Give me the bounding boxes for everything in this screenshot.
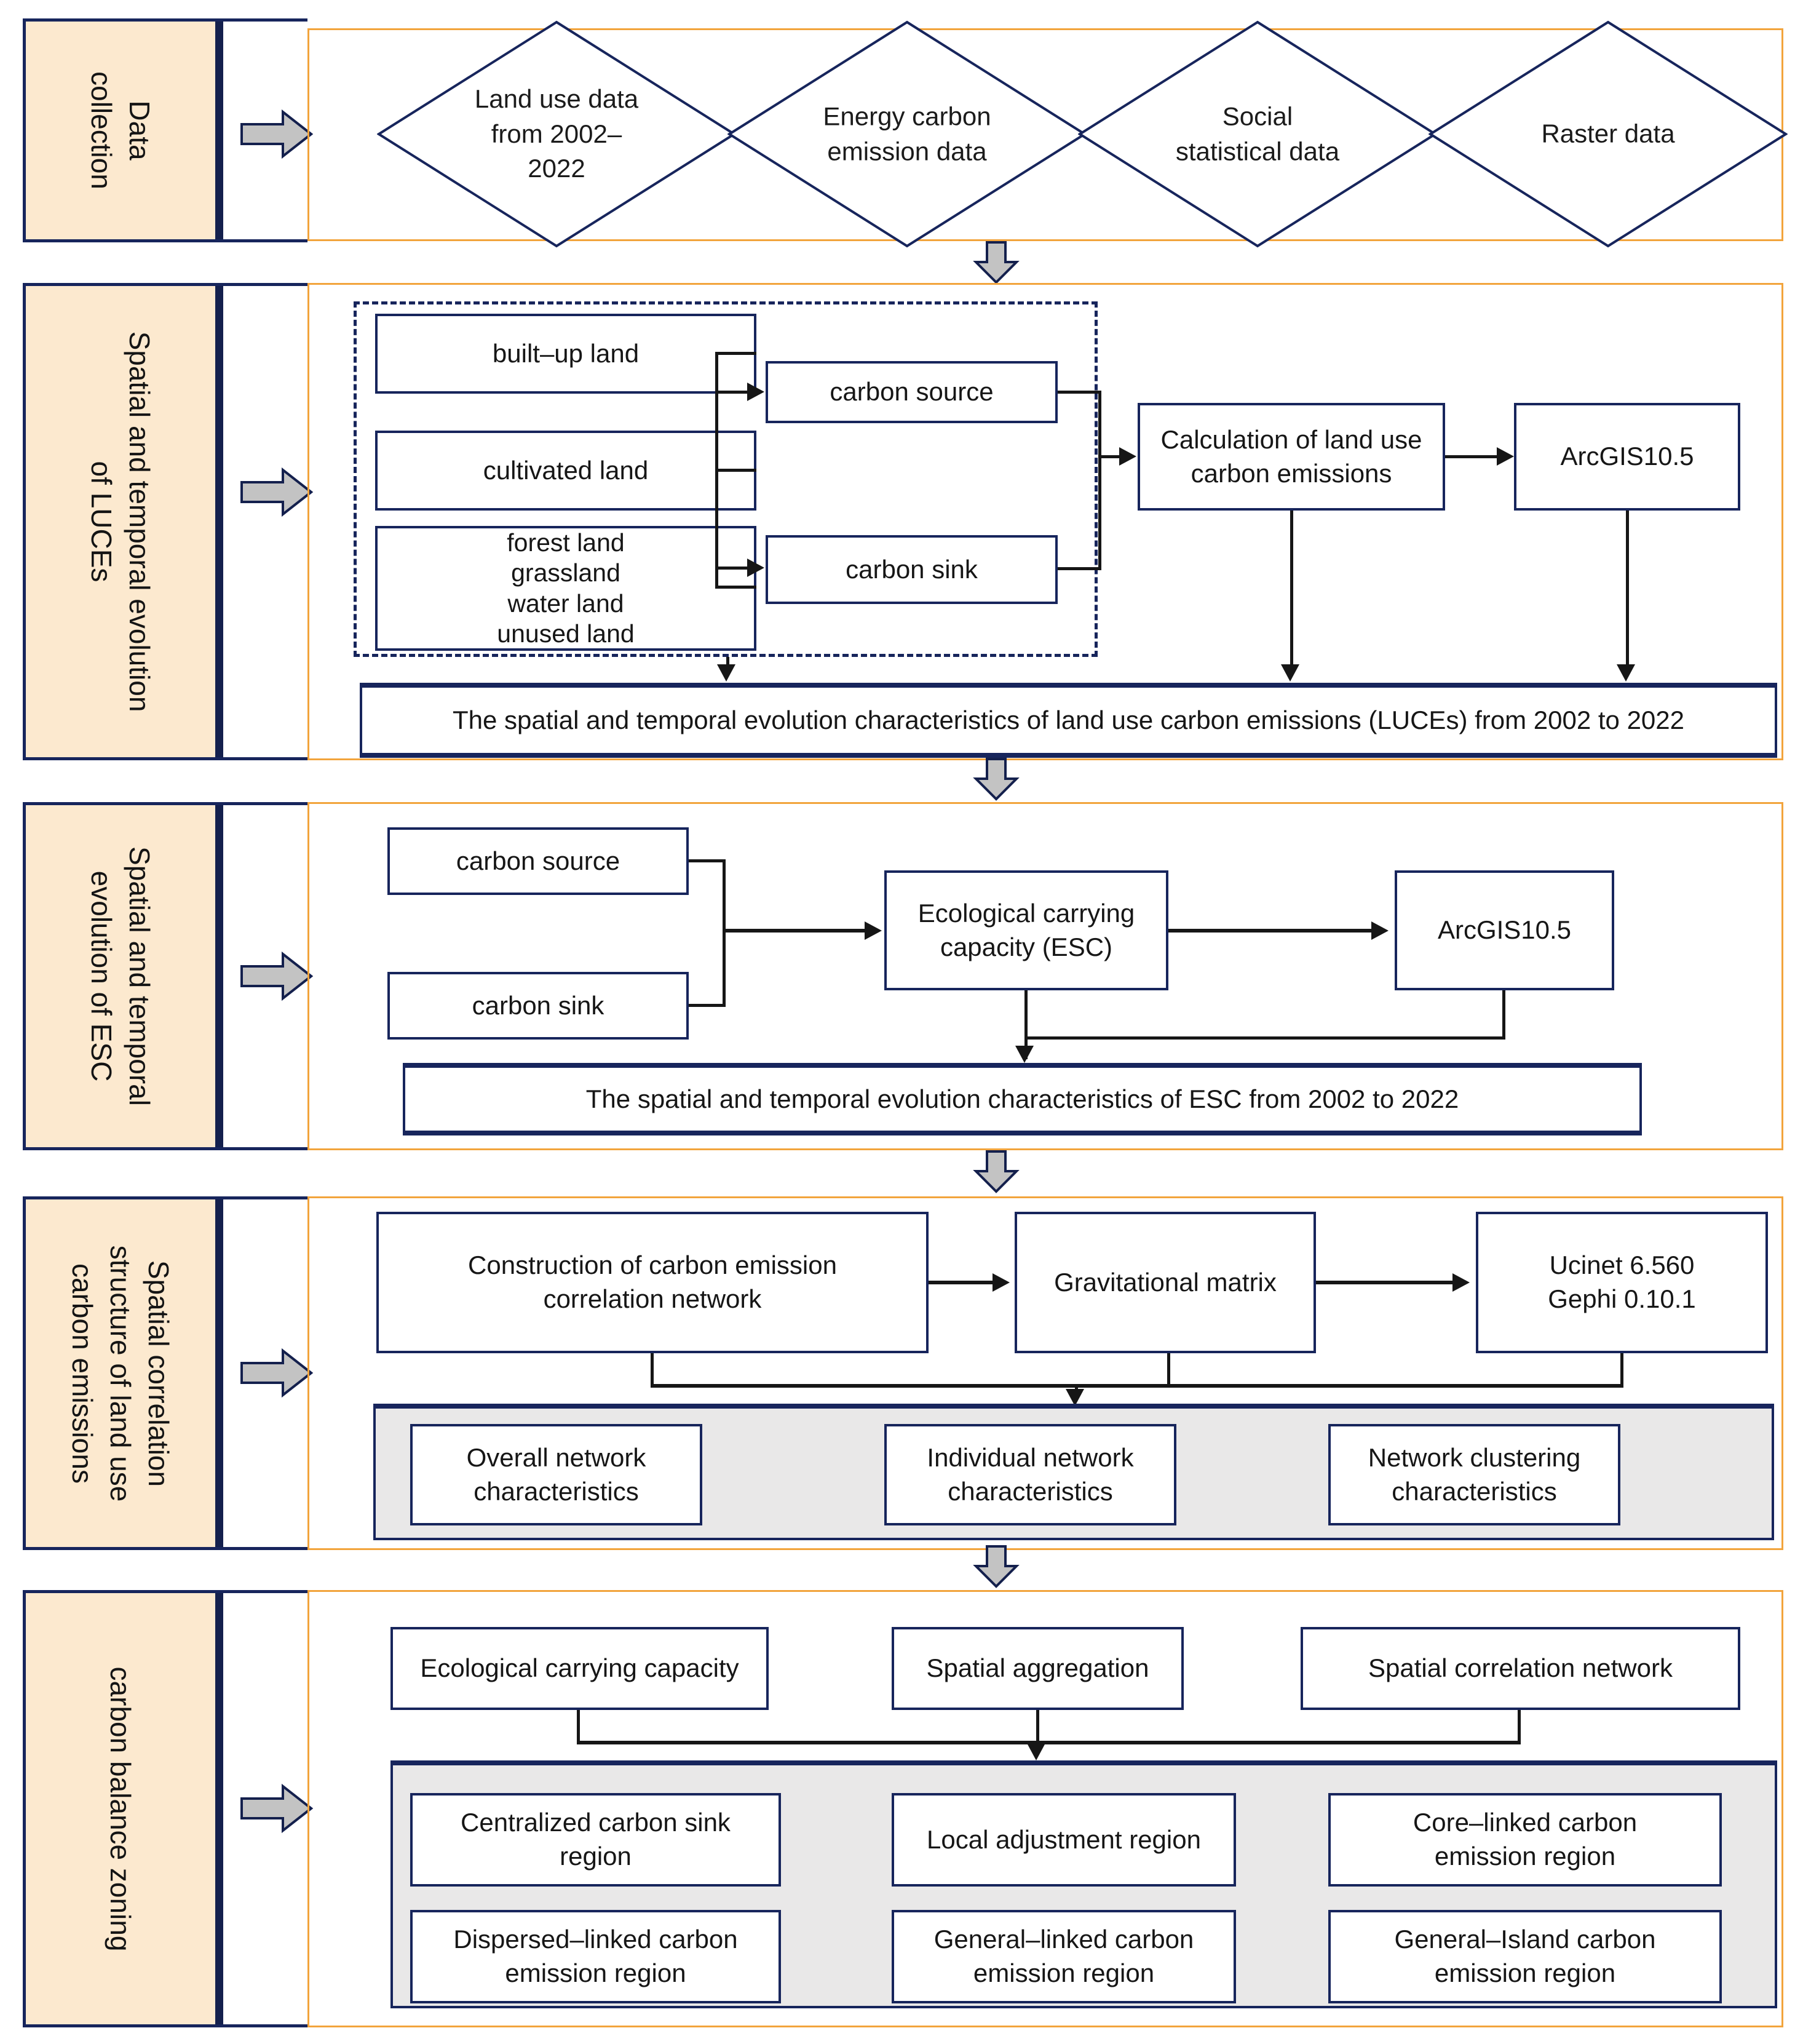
- connector: [715, 391, 750, 394]
- built-up-land-box: [375, 314, 756, 394]
- network-clustering-label: Network clustering characteristics: [1368, 1442, 1581, 1506]
- gravitational-matrix-label: Gravitational matrix: [1054, 1267, 1277, 1297]
- section5-label-line: carbon balance zoning: [105, 1666, 137, 1951]
- section3-label: [26, 805, 215, 1147]
- arrowhead: [993, 1273, 1010, 1292]
- core-linked-label: Core–linked carbon emission region: [1413, 1808, 1638, 1871]
- arrowhead: [1281, 664, 1299, 682]
- diamond-label: Raster data: [1541, 119, 1675, 148]
- arrowhead: [1015, 1046, 1034, 1063]
- arrowhead: [717, 664, 735, 682]
- carbon-sink-label: carbon sink: [472, 990, 604, 1020]
- built-up-land-label: built–up land: [492, 338, 640, 368]
- flow-arrow-down-icon: [972, 1545, 1021, 1588]
- other-land-box: [375, 526, 756, 651]
- individual-network-label: Individual network characteristics: [927, 1442, 1134, 1506]
- section1-label-line: collection: [85, 71, 117, 189]
- overall-network-box: [410, 1424, 702, 1525]
- connector: [715, 352, 718, 589]
- section3-arrow-right-icon: [240, 950, 314, 1002]
- esc-box: [884, 870, 1168, 990]
- connector: [1058, 567, 1101, 570]
- cultivated-land-label: cultivated land: [483, 455, 649, 485]
- connector: [723, 929, 866, 933]
- connector: [651, 1384, 1623, 1388]
- connector: [577, 1710, 580, 1744]
- ecological-carrying-capacity-label: Ecological carrying capacity: [420, 1653, 739, 1683]
- section5-arrow-right-icon: [240, 1783, 314, 1834]
- calculation-luce-box: [1138, 403, 1445, 511]
- flow-arrow-down-icon: [972, 758, 1021, 801]
- general-linked-box: [892, 1910, 1236, 2003]
- construction-network-box: [376, 1212, 929, 1353]
- ecological-carrying-capacity-box: [390, 1627, 769, 1710]
- section4-label-line: structure of land use: [105, 1245, 137, 1501]
- connector: [1518, 1710, 1521, 1744]
- centralized-carbon-sink-label: Centralized carbon sink region: [461, 1808, 731, 1871]
- overall-network-label: Overall network characteristics: [466, 1442, 646, 1506]
- esc-result-label: The spatial and temporal evolution characteristics of ESC from 2002 to 2022: [585, 1084, 1459, 1113]
- section4-label-line: carbon emissions: [66, 1263, 98, 1484]
- general-island-box: [1328, 1910, 1722, 2003]
- general-linked-label: General–linked carbon emission region: [933, 1925, 1194, 1987]
- connector: [1024, 1036, 1505, 1040]
- carbon-source-box-s3: [387, 827, 689, 895]
- connector: [929, 1281, 994, 1284]
- connector: [1168, 929, 1373, 933]
- water-land-label: water land: [507, 589, 624, 618]
- spatial-aggregation-label: Spatial aggregation: [926, 1653, 1149, 1683]
- section1-label: [26, 22, 215, 239]
- esc-result-box: [403, 1063, 1642, 1135]
- core-linked-box: [1328, 1793, 1722, 1887]
- connector: [1316, 1281, 1454, 1284]
- section3-label-line: Spatial and temporal: [124, 846, 156, 1106]
- section2-label: [26, 286, 215, 757]
- connector: [1167, 1353, 1170, 1387]
- carbon-sink-box-s3: [387, 972, 689, 1040]
- connector: [577, 1741, 1521, 1744]
- connector: [1445, 455, 1498, 458]
- connector: [1502, 990, 1505, 1040]
- section4-arrow-right-icon: [240, 1347, 314, 1399]
- diamond-land-use-data: [377, 20, 736, 248]
- diamond-social-statistical: [1078, 20, 1437, 248]
- dispersed-linked-box: [410, 1910, 781, 2003]
- flow-arrow-down-icon: [972, 241, 1021, 284]
- section3-divider-bar: [215, 805, 223, 1147]
- connector: [1036, 1710, 1039, 1746]
- spatial-correlation-network-label: Spatial correlation network: [1368, 1653, 1673, 1683]
- diamond-label: Energy carbon emission data: [823, 101, 991, 165]
- general-island-label: General–Island carbon emission region: [1394, 1925, 1656, 1987]
- connector: [715, 567, 750, 570]
- esc-label: Ecological carrying capacity (ESC): [917, 898, 1135, 961]
- diamond-energy-carbon: [727, 20, 1087, 248]
- individual-network-box: [884, 1424, 1176, 1525]
- arcgis-box-s3: [1395, 870, 1614, 990]
- construction-network-label: Construction of carbon emission correlation network: [468, 1251, 837, 1313]
- grassland-label: grassland: [511, 559, 620, 587]
- carbon-source-label: carbon source: [456, 846, 620, 875]
- arcgis-box-s2: [1514, 403, 1740, 511]
- connector: [1620, 1353, 1623, 1387]
- connector: [723, 859, 726, 1007]
- forest-land-label: forest land: [507, 528, 625, 557]
- cultivated-land-box: [375, 431, 756, 511]
- local-adjustment-box: [892, 1793, 1236, 1887]
- flow-arrow-down-icon: [972, 1150, 1021, 1193]
- section2-label-line: Spatial and temporal evolution: [124, 331, 156, 712]
- connector: [1098, 391, 1101, 570]
- connector: [718, 586, 756, 589]
- arcgis-label: ArcGIS10.5: [1437, 915, 1572, 945]
- arrowhead: [747, 383, 764, 401]
- luce-result-label: The spatial and temporal evolution characteristics of land use carbon emissions (LUCEs) from 2002 to 2022: [452, 705, 1685, 734]
- section1-label-line: Data: [124, 100, 156, 161]
- arrowhead: [1617, 664, 1635, 682]
- carbon-sink-label: carbon sink: [846, 554, 978, 584]
- arrowhead: [1371, 921, 1389, 940]
- section2-label-line: of LUCEs: [85, 461, 117, 583]
- arrowhead: [865, 921, 882, 940]
- carbon-source-label: carbon source: [830, 377, 994, 407]
- section5-label: [26, 1593, 215, 2024]
- gephi-label: Gephi 0.10.1: [1548, 1284, 1696, 1313]
- section1-arrow-right-icon: [240, 108, 314, 160]
- luce-result-box: [360, 683, 1777, 758]
- diamond-label: Land use data from 2002–2022: [474, 84, 639, 183]
- diamond-label: Social statistical data: [1175, 101, 1340, 165]
- centralized-carbon-sink-box: [410, 1793, 781, 1887]
- ucinet-gephi-box: [1476, 1212, 1768, 1353]
- dispersed-linked-label: Dispersed–linked carbon emission region: [453, 1925, 738, 1987]
- unused-land-label: unused land: [497, 619, 635, 648]
- section4-divider-bar: [215, 1199, 223, 1547]
- section5-divider-bar: [215, 1593, 223, 2024]
- connector: [651, 1353, 654, 1387]
- carbon-sink-box-s2: [766, 535, 1058, 604]
- connector: [1058, 391, 1101, 394]
- gravitational-matrix-box: [1015, 1212, 1316, 1353]
- calculation-luce-label: Calculation of land use carbon emissions: [1160, 424, 1422, 488]
- local-adjustment-label: Local adjustment region: [927, 1824, 1201, 1854]
- arrowhead: [1027, 1743, 1045, 1760]
- section4-label-line: Spatial correlation: [143, 1260, 175, 1487]
- arrowhead: [1119, 447, 1136, 466]
- spatial-correlation-network-box: [1301, 1627, 1740, 1710]
- connector: [718, 352, 756, 355]
- connector: [689, 859, 726, 862]
- section2-arrow-right-icon: [240, 466, 314, 518]
- diamond-raster-data: [1429, 20, 1788, 248]
- connector: [718, 469, 756, 472]
- section2-divider-bar: [215, 286, 223, 757]
- connector: [1626, 511, 1629, 666]
- spatial-aggregation-box: [892, 1627, 1184, 1710]
- section4-label: [26, 1199, 215, 1547]
- connector: [689, 1004, 726, 1007]
- arrowhead: [1452, 1273, 1470, 1292]
- section1-divider-bar: [215, 22, 223, 239]
- connector: [1290, 511, 1293, 666]
- connector: [1098, 455, 1120, 458]
- arcgis-label: ArcGIS10.5: [1560, 442, 1694, 471]
- network-clustering-box: [1328, 1424, 1620, 1525]
- section3-label-line: evolution of ESC: [85, 870, 117, 1082]
- carbon-source-box-s2: [766, 361, 1058, 423]
- arrowhead: [1497, 447, 1514, 466]
- arrowhead: [747, 559, 764, 577]
- ucinet-label: Ucinet 6.560: [1549, 1251, 1695, 1280]
